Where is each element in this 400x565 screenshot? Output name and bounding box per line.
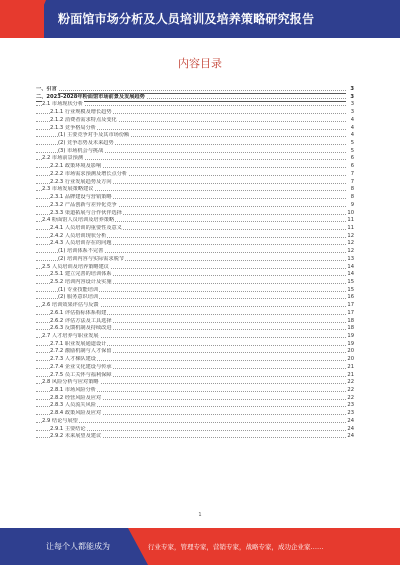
toc-entry-page: 15 bbox=[347, 286, 354, 293]
toc-entry[interactable] bbox=[36, 333, 354, 341]
toc-entry-page: 23 bbox=[347, 402, 354, 409]
toc-entry-title: 2.6.3 反馈机制及持续改进 bbox=[50, 325, 112, 332]
toc-entry[interactable] bbox=[36, 186, 354, 194]
toc-entry-title: 2.1 市场现状分析 bbox=[42, 101, 84, 108]
toc-entry[interactable] bbox=[36, 433, 354, 441]
toc-entry[interactable] bbox=[36, 271, 354, 279]
toc-entry-title: 2.7.4 企业文化建设与传承 bbox=[50, 363, 112, 370]
toc-entry-page: 3 bbox=[346, 101, 354, 109]
toc-entry-page: 11 bbox=[347, 217, 354, 224]
toc-entry[interactable] bbox=[36, 225, 354, 233]
toc-entry-page: 18 bbox=[347, 317, 354, 324]
toc-entry[interactable] bbox=[36, 233, 354, 241]
toc-entry[interactable] bbox=[36, 109, 354, 117]
footer-red-slant bbox=[128, 528, 148, 565]
toc-entry-page: 24 bbox=[347, 433, 354, 440]
toc-entry[interactable] bbox=[36, 287, 354, 295]
toc-dot-leader bbox=[36, 422, 346, 423]
toc-entry-title: (2) 竞争态势及未来趋势 bbox=[58, 140, 114, 147]
toc-entry-page: 24 bbox=[347, 417, 354, 424]
toc-entry[interactable] bbox=[36, 140, 354, 148]
toc-entry[interactable] bbox=[36, 279, 354, 287]
toc-entry-page: 17 bbox=[347, 302, 354, 309]
toc-entry-title: 2.3 市场发展策略建议 bbox=[42, 186, 94, 193]
toc-entry-page: 5 bbox=[346, 148, 354, 156]
toc-entry-title: 2.2.1 政策环境及影响 bbox=[50, 163, 102, 170]
toc-entry-page: 14 bbox=[347, 271, 354, 278]
toc-entry-title: 2.2.2 市场需求预测及增长点分析 bbox=[50, 170, 128, 177]
toc-entry[interactable] bbox=[36, 310, 354, 318]
toc-entry-page: 21 bbox=[347, 363, 354, 370]
toc-entry-page: 14 bbox=[347, 263, 354, 270]
toc-entry[interactable] bbox=[36, 294, 354, 302]
toc-entry-page: 22 bbox=[347, 379, 354, 386]
toc-entry-page: 9 bbox=[346, 202, 354, 210]
toc-entry-page: 13 bbox=[347, 255, 354, 262]
toc-entry-title: 2.8.3 人员流失风险 bbox=[50, 402, 96, 409]
toc-entry-page: 19 bbox=[347, 340, 354, 347]
toc-entry-title: (2) 服务意识培训 bbox=[58, 294, 99, 301]
toc-entry-title: 2.5.1 建立完善的培训体系 bbox=[50, 271, 112, 278]
toc-entry-title: 2.4.3 人员培训存在的问题 bbox=[50, 240, 112, 247]
report-header-banner bbox=[0, 0, 400, 38]
toc-entry[interactable] bbox=[36, 155, 354, 163]
toc-entry-page: 5 bbox=[346, 140, 354, 148]
toc-entry[interactable] bbox=[36, 101, 354, 109]
toc-entry-title: (1) 培训体系不完善 bbox=[58, 248, 104, 255]
page-number: 1 bbox=[198, 512, 202, 518]
toc-entry-page: 3 bbox=[346, 94, 354, 102]
toc-entry-title: 2.7.2 激励机制与人才保留 bbox=[50, 348, 112, 355]
toc-entry-title: 2.4.1 人员培训的重要性及意义 bbox=[50, 224, 122, 231]
toc-entry[interactable] bbox=[36, 179, 354, 187]
toc-entry[interactable] bbox=[36, 117, 354, 125]
toc-entry[interactable] bbox=[36, 387, 354, 395]
toc-entry-title: 2.8 风险分析与应对策略 bbox=[42, 379, 99, 386]
toc-entry[interactable] bbox=[36, 348, 354, 356]
toc-entry-page: 8 bbox=[346, 186, 354, 194]
toc-entry-title: (3) 市场机会与挑战 bbox=[58, 147, 104, 154]
toc-entry-page: 18 bbox=[347, 325, 354, 332]
toc-entry-title: 2.5 人员培训及培养策略建议 bbox=[42, 263, 109, 270]
toc-entry[interactable] bbox=[36, 379, 354, 387]
toc-entry-title: 2.4 粉面馆人员培训及培养策略 bbox=[42, 217, 115, 224]
toc-entry[interactable] bbox=[36, 426, 354, 434]
toc-entry-page: 4 bbox=[346, 125, 354, 133]
toc-entry[interactable] bbox=[36, 372, 354, 380]
toc-entry-page: 11 bbox=[347, 224, 354, 231]
toc-entry[interactable] bbox=[36, 94, 354, 102]
toc-entry[interactable] bbox=[36, 171, 354, 179]
toc-entry-page: 20 bbox=[347, 348, 354, 355]
toc-entry-title: 二、2023-2028年粉面馆市场前景及发展趋势 bbox=[36, 93, 145, 100]
toc-entry[interactable] bbox=[36, 210, 354, 218]
toc-entry-page: 7 bbox=[346, 171, 354, 179]
toc-entry-page: 3 bbox=[346, 86, 354, 94]
toc-entry-title: 2.3.3 渠道拓展与合作伙伴选择 bbox=[50, 209, 122, 216]
toc-entry[interactable] bbox=[36, 264, 354, 272]
toc-entry-title: 2.6.1 评估指标体系构建 bbox=[50, 309, 107, 316]
toc-entry[interactable] bbox=[36, 395, 354, 403]
toc-entry-page: 24 bbox=[347, 425, 354, 432]
toc-entry-title: (1) 主要竞争对手及其市场份额 bbox=[58, 132, 130, 139]
toc-entry-title: 2.3.2 产品创新与差异化竞争 bbox=[50, 201, 117, 208]
toc-entry[interactable] bbox=[36, 318, 354, 326]
toc-entry-page: 3 bbox=[346, 109, 354, 117]
toc-entry-page: 17 bbox=[347, 309, 354, 316]
toc-entry-title: 2.8.1 市场风险分析 bbox=[50, 387, 96, 394]
toc-entry-title: 2.2.3 行业发展趋势及方向 bbox=[50, 178, 112, 185]
toc-entry-page: 16 bbox=[347, 294, 354, 301]
toc-entry-title: 2.1.2 消费者需求特点及变化 bbox=[50, 116, 117, 123]
toc-entry-page: 22 bbox=[347, 387, 354, 394]
toc-entry[interactable] bbox=[36, 86, 354, 94]
toc-entry[interactable] bbox=[36, 125, 354, 133]
toc-entry-title: 2.8.2 经营风险及应对 bbox=[50, 394, 102, 401]
report-footer-banner bbox=[0, 528, 400, 565]
toc-entry-page: 12 bbox=[347, 240, 354, 247]
toc-entry-title: 2.2 市场前景预测 bbox=[42, 155, 84, 162]
toc-entry-page: 19 bbox=[347, 333, 354, 339]
toc-entry-title: (2) 培训内容与实际需求脱节 bbox=[58, 255, 125, 262]
toc-entry-title: 2.5.2 培训内容设计及实施 bbox=[50, 278, 112, 285]
toc-entry-page: 12 bbox=[347, 232, 354, 239]
toc-entry-page: 4 bbox=[346, 132, 354, 140]
toc-entry-page: 22 bbox=[347, 394, 354, 401]
toc-entry-page: 20 bbox=[347, 356, 354, 363]
toc-entry-page: 10 bbox=[347, 209, 354, 216]
toc-entry[interactable] bbox=[36, 418, 354, 426]
toc-entry[interactable] bbox=[36, 217, 354, 225]
toc-dot-leader bbox=[36, 90, 346, 91]
toc-entry-page: 23 bbox=[347, 410, 354, 417]
toc-entry[interactable] bbox=[36, 402, 354, 410]
toc-entry-title: 2.9.2 未来展望及建议 bbox=[50, 433, 102, 440]
toc-entry-page: 8 bbox=[346, 194, 354, 202]
footer-slogan: 让每个人都能成为 bbox=[46, 542, 110, 551]
toc-entry[interactable] bbox=[36, 410, 354, 418]
toc-entry[interactable] bbox=[36, 364, 354, 372]
footer-tagline: 行业专家，管理专家，营销专家，战略专家，成功企业家…… bbox=[148, 543, 324, 551]
toc-entry-title: 2.8.4 政策风险及应对 bbox=[50, 410, 102, 417]
toc-entry-title: 2.9.1 主要结论 bbox=[50, 425, 86, 432]
report-title: 粉面馆市场分析及人员培训及培养策略研究报告 bbox=[58, 12, 315, 26]
toc-entry-title: 2.7.1 职业发展通道设计 bbox=[50, 340, 107, 347]
toc-entry[interactable] bbox=[36, 194, 354, 202]
toc-entry-title: 2.1.3 竞争格局分析 bbox=[50, 124, 96, 131]
toc-entry-title: 2.7 人才培养与职业发展 bbox=[42, 333, 99, 339]
toc-entry[interactable] bbox=[36, 341, 354, 349]
toc-entry-title: 2.3.1 品牌建设与营销策略 bbox=[50, 194, 112, 201]
toc-entry[interactable] bbox=[36, 302, 354, 310]
toc-heading: 内容目录 bbox=[178, 57, 222, 70]
toc-entry-page: 15 bbox=[347, 278, 354, 285]
toc-entry-title: 2.7.3 人才梯队建设 bbox=[50, 356, 96, 363]
toc-entry-page: 21 bbox=[347, 371, 354, 378]
toc-entry[interactable] bbox=[36, 325, 354, 333]
toc-entry-page: 4 bbox=[346, 117, 354, 125]
toc-entry-title: (1) 专业技能培训 bbox=[58, 286, 99, 293]
toc-entry-title: 2.7.5 员工关怀与福利保障 bbox=[50, 371, 112, 378]
toc-entry[interactable] bbox=[36, 256, 354, 264]
toc-entry[interactable] bbox=[36, 163, 354, 171]
table-of-contents bbox=[36, 86, 354, 441]
toc-entry-title: 2.1.1 行业规模及增长趋势 bbox=[50, 109, 112, 116]
toc-entry-page: 12 bbox=[347, 248, 354, 255]
toc-entry[interactable] bbox=[36, 132, 354, 140]
toc-entry[interactable] bbox=[36, 248, 354, 256]
toc-entry-page: 7 bbox=[346, 179, 354, 187]
toc-entry[interactable] bbox=[36, 148, 354, 156]
toc-entry-title: 2.6.2 评估方法及工具选择 bbox=[50, 317, 112, 324]
toc-entry-title: 2.9 结论与展望 bbox=[42, 417, 78, 424]
toc-entry-title: 2.6 培训效果评估与反馈 bbox=[42, 302, 99, 309]
toc-entry-page: 6 bbox=[346, 163, 354, 171]
toc-entry[interactable] bbox=[36, 202, 354, 210]
toc-entry-title: 2.4.2 人员培训现状分析 bbox=[50, 232, 107, 239]
header-red-slant bbox=[30, 0, 46, 38]
toc-entry-title: 一、引言 bbox=[36, 86, 57, 92]
toc-entry-page: 6 bbox=[346, 155, 354, 163]
toc-entry[interactable] bbox=[36, 240, 354, 248]
toc-entry[interactable] bbox=[36, 356, 354, 364]
